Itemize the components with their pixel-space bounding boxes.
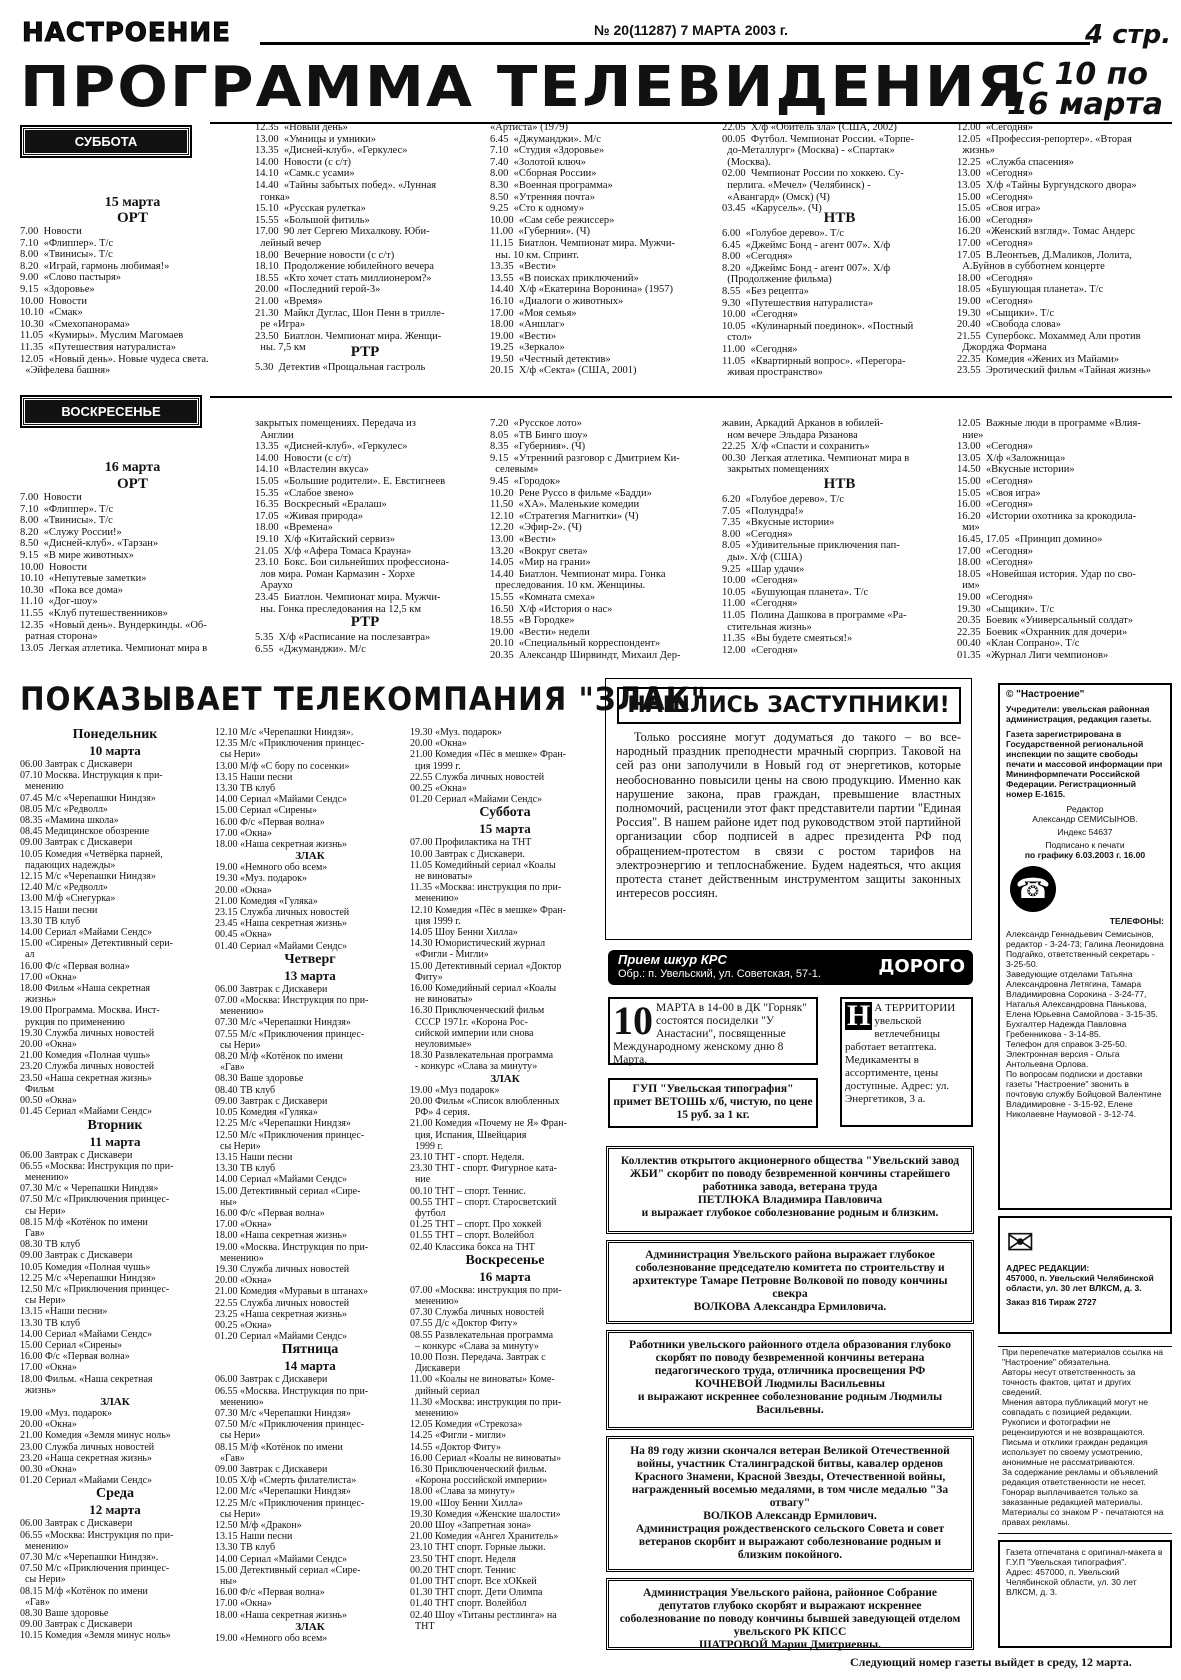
zlak-day-monday: Понедельник: [72, 727, 158, 742]
zlak-wednesday-list: 06.00 Завтрак с Дискавери 06.55 «Москва: Инструкция по при- менению» 07.30 М/с «Черепашки Ниндзя». 07.50 М/с «Приключения принцес- сы Нери» 08.15 М/ф «Котёнок по имени «Гав» 08.30 Ваше здоровье 09.00 Завтрак с Дискавери 10.15 Комедия «Земля минус ноль»: [20, 1518, 174, 1642]
zlak-saturday-tail: 19.00 «Муз подарок» 20.00 Фильм «Список влюбленных РФ» 4 серия. 21.00 Комедия «Почему не Я» Фран- ция, Испания, Швейцария 1999 г. 23.10 ТНТ - спорт. Неделя. 23.30 ТНТ - спорт. Фигурное ката- ние 00.10 ТНТ – спорт. Теннис. 00.55 ТНТ – спорт. Старосветский футбол 01.25 ТНТ – спорт. Про хоккей 01.55 ТНТ – спорт. Волейбол 02.40 Классика бокса на ТНТ: [410, 1084, 567, 1253]
zlak-wednesday-tail: 19.00 «Немного обо всем» 19.30 «Муз. подарок» 20.00 «Окна» 21.00 Комедия «Гуляка» 23.15 Служба личных новостей 23.45 «Наша секретная жизнь» 00.45 «Окна» 01.40 Сериал «Майами Сендс»: [215, 862, 350, 952]
zlak-date-tuesday: 11 марта: [89, 1133, 141, 1149]
zlak-col3: [410, 727, 600, 1632]
imprint-editor: Александр СЕМИСЫНОВ.: [1032, 814, 1138, 824]
zlak-day-wednesday: Среда: [95, 1486, 134, 1502]
obituary-2-text: Администрация Увельского района выражает глубокое соболезнование председателю комитета по строительству и архитектуре Тамаре Петровне Волковой по поводу кончины свекра: [632, 1249, 948, 1300]
obituary-5-name: ШАТРОВОЙ Марии Дмитриевны.: [698, 1639, 882, 1651]
page-headline: ПРОГРАММА ТЕЛЕВИДЕНИЯ: [20, 55, 1025, 120]
sunday-label: ВОСКРЕСЕНЬЕ: [22, 397, 200, 426]
obituary-4-end: Администрация рождественского сельского Совета и совет ветеранов скорбит и выражают соболезнование родным и близким покойного.: [635, 1523, 945, 1561]
saturday-col1: 7.00 Новости 7.10 «Флиппер». Т/с 8.00 «Твинисы». Т/с 8.20 «Играй, гармонь любимая!» 9.00 «Слово пастыря» 9.15 «Здоровье» 10.00 Новости 10.10 «Смак» 10.30 «Смехопанорама» 11.05 «Кумиры». Муслим Магомаев 11.35 «Путешествия натуралиста» 12.05 «Новый день». Новые чудеса света. «Эйфелева башня»: [20, 226, 209, 377]
concert-ad: [608, 997, 818, 1065]
obituary-4-name: ВОЛКОВ Александр Ермилович.: [703, 1510, 877, 1522]
printed-info: Газета отпечатана с оригинал-макета в Г.У.П "Увельская типография". Адрес: 457000, п. Увельский Челябинской области, ул. 30 лет ВЛКСМ, д. 3.: [998, 1540, 1172, 1648]
zlak-sunday-list: 07.00 «Москва: инструкция по при- менению» 07.30 Служба личных новостей 07.55 Д/с «Доктор Фиту» 08.55 Развлекательная программа – конкурс «Слава за минуту» 10.00 Позн. Передача. Завтрак с Дискавери 11.00 «Коалы не виноваты» Коме- дийный сериал 11.30 «Москва: инструкция по при- менению» 12.05 Комедия «Стрекоза» 14.25 «Фигли - мигли» 14.55 «Доктор Фиту» 16.00 Сериал «Коалы не виноваты» 16.30 Приключенческий фильм. «Корона российской империи» 18.00 «Слава за минуту» 19.00 «Шоу Бенни Хилла» 19.30 Комедия «Женские шалости» 20.00 Шоу «Запретная зона» 21.00 Комедия «Ангел Хранитель» 23.10 ТНТ спорт. Горные лыжи. 23.50 ТНТ спорт. Неделя 00.20 ТНТ спорт. Теннис 01.00 ТНТ спорт. Все хОКкей 01.30 ТНТ спорт. Дети Олимпа 01.40 ТНТ спорт. Волейбол 02.40 Шоу «Титаны рестлинга» на ТНТ: [410, 1284, 562, 1632]
sunday-col4-channel: НТВ: [823, 476, 856, 492]
sunday-channel: ОРТ: [116, 476, 149, 492]
masthead-rule: [260, 42, 1090, 45]
obituary-1: [606, 1146, 974, 1234]
concert-ad-text: МАРТА в 14-00 в ДК "Горняк" состоятся посиделки "У Анастасии", посвященные Международному женскому дню 8 Марта.: [613, 1002, 807, 1066]
saturday-channel: ОРТ: [116, 210, 149, 226]
zlak-date-sunday: 16 марта: [479, 1268, 531, 1284]
zlak-day-tuesday: Вторник: [87, 1117, 143, 1133]
obituary-1-end: и выражает глубокое соболезнование родным и близким.: [641, 1207, 939, 1219]
obituary-3-text: Работники увельского районного отдела образования глубоко скорбят по поводу безвременной кончины ветерана педагогического труда, отличника просвещения РФ: [629, 1339, 951, 1377]
obituary-5-text: Администрация Увельского района, районное Собрание депутатов глубоко скорбят и выражают искреннее соболезнование по поводу кончины бывшей заведующей отделом увельского РК КПСС: [619, 1587, 961, 1638]
sunday-col3: 7.20 «Русское лото» 8.05 «ТВ Бинго шоу» 8.35 «Губерния». (Ч) 9.15 «Утренний разговор с Дмитрием Ки- селевым» 9.45 «Городок» 10.20 Рене Руссо в фильме «Бадди» 11.50 «ХА». Маленькие комедии 12.10 «Стратегия Магнитки» (Ч) 12.20 «Эфир-2». (Ч) 13.00 «Вести» 13.20 «Вокруг света» 14.05 «Мир на грани» 14.40 Биатлон. Чемпионат мира. Гонка преследования. 10 км. Женщины. 15.55 «Комната смеха» 16.50 Х/ф «История о нас» 18.55 «В Городке» 19.00 «Вести» недели 20.10 «Специальный корреспондент» 20.35 Александр Ширвиндт, Михаил Дер-: [490, 418, 681, 661]
obituary-1-text: Коллектив открытого акционерного общества "Увельский завод ЖБИ" скорбит по поводу безвременной кончины старейшего работника завода, ветерана труда: [620, 1155, 960, 1193]
address-title: АДРЕС РЕДАКЦИИ:: [1006, 1263, 1090, 1273]
zlak-day-friday: Пятница: [281, 1342, 339, 1358]
fur-ad: [608, 950, 973, 985]
zlak-date-thursday: 13 марта: [284, 967, 336, 983]
saturday-col4-tail: 6.00 «Голубое дерево». Т/с 6.45 «Джеймс Бонд - агент 007». Х/ф 8.00 «Сегодня» 8.20 «Джеймс Бонд - агент 007». Х/ф (Продолжение фильма) 8.55 «Без рецепта» 9.30 «Путешествия натуралиста» 10.00 «Сегодня» 10.05 «Кулинарный поединок». «Постный стол» 11.00 «Сегодня» 11.05 «Квартирный вопрос». «Перегора- живая пространство»: [722, 228, 914, 379]
zlak-date-wednesday: 12 марта: [89, 1502, 141, 1518]
zlak-date-friday: 14 марта: [284, 1358, 336, 1374]
zlak-date-monday: 10 марта: [89, 743, 141, 758]
order-info: Заказ 816 Тираж 2727: [1006, 1297, 1097, 1307]
sunday-rule: [210, 396, 1172, 398]
obituary-3: [606, 1330, 974, 1430]
concert-ad-initial: 10: [613, 998, 653, 1043]
sunday-col2-channel: РТР: [350, 614, 380, 630]
sunday-col1: 7.00 Новости 7.10 «Флиппер». Т/с 8.00 «Твинисы». Т/с 8.20 «Служу России!» 8.50 «Дисней-клуб». «Тарзан» 9.15 «В мире животных» 10.00 Новости 10.10 «Непутевые заметки» 10.30 «Пока все дома» 11.10 «Дог-шоу» 11.55 «Клуб путешественников» 12.35 «Новый день». Вундеркинды. «Об- ратная сторона» 13.05 Легкая атлетика. Чемпионат мира в: [20, 492, 208, 654]
sunday-col4: жавин, Аркадий Арканов в юбилей- ном вечере Эльдара Рязанова 22.25 Х/ф «Спасти и сохранить» 00.30 Легкая атлетика. Чемпионат мира в закрытых помещениях: [722, 418, 910, 476]
zlak-friday-list: 06.00 Завтрак с Дискавери 06.55 «Москва. Инструкция по при- менению» 07.30 М/с «Черепашки Ниндзя» 07.50 М/с «Приключения принцес- сы Нери» 08.15 М/ф «Котёнок по имени «Гав» 09.00 Завтрак с Дискавери 10.05 Х/ф «Смерть филателиста» 12.00 М/с «Черепашки Ниндзя» 12.25 М/с «Приключения принцес- сы Нери» 12.50 М/ф «Дракон» 13.15 Наши песни 13.30 ТВ клуб 14.00 Сериал «Майами Сендс» 15.00 Детективный сериал «Сире- ны» 16.00 Ф/с «Первая волна» 17.00 «Окна» 18.00 «Наша секретная жизнь»: [215, 1374, 369, 1621]
sunday-date: 16 марта: [104, 460, 161, 475]
sunday-col2-tail: 5.35 Х/ф «Расписание на послезавтра» 6.55 «Джуманджи». М/с: [255, 632, 431, 655]
zlak-friday-cont: 19.30 «Муз. подарок» 20.00 «Окна» 21.00 Комедия «Пёс в мешке» Фран- ция 1999 г. 22.55 Служба личных новостей 00.25 «Окна» 01.20 Сериал «Майами Сендс»: [410, 727, 567, 806]
sunday-col5: 12.05 Важные люди в программе «Влия- ние» 13.00 «Сегодня» 13.05 Х/ф «Заложница» 14.50 «Вкусные истории» 15.00 «Сегодня» 15.05 «Своя игра» 16.00 «Сегодня» 16.20 «Истории охотника за крокодила- ми» 16.45, 17.05 «Принцип домино» 17.00 «Сегодня» 18.00 «Сегодня» 18.05 «Новейшая история. Удар по сво- им» 19.00 «Сегодня» 19.30 «Сыщики». Т/с 20.35 Боевик «Универсальный солдат» 22.35 Боевик «Охранник для дочери» 00.40 «Клан Сопрано». Т/с 01.35 «Журнал Лиги чемпионов»: [957, 418, 1141, 661]
saturday-col4-channel: НТВ: [823, 210, 856, 226]
editorial-notes: При перепечатке материалов ссылка на "Настроение" обязательна. Авторы несут ответственность за точность фактов, цитат и других сведений. Мнения автора публикаций могут не совпадать с позицией редакции. Рукописи и фотографии не рецензируются и не возвращаются. Письма и отклики граждан редакция использует по своему усмотрению, анонимные не рассматриваются. За содержание рекламы и объявлений редакция ответственности не несет. Гонорар выплачивается только за заказанные редакцией материалы. Материалы со знаком Р - печатаются на правах рекламы.: [998, 1346, 1172, 1534]
print-shop-ad: ГУП "Увельская типография" примет ВЕТОШЬ х/б, чистую, по цене 15 руб. за 1 кг.: [608, 1078, 818, 1128]
phone-icon: ☎: [1010, 866, 1056, 912]
obituary-3-name: КОЧНЕВОЙ Людмилы Васильевны: [694, 1378, 886, 1390]
saturday-col2-channel: РТР: [350, 344, 380, 360]
obituary-5: [606, 1578, 974, 1650]
imprint-schedule: по графику 6.03.2003 г. 16.00: [1024, 850, 1146, 860]
zlak-wednesday-channel: ЗЛАК: [295, 850, 325, 863]
sunday-col4-tail: 6.20 «Голубое дерево». Т/с 7.05 «Полундра!» 7.35 «Вкусные истории» 8.00 «Сегодня» 8.05 «Удивительные приключения пап- ды». Х/ф (США) 9.25 «Шар удачи» 10.00 «Сегодня» 10.05 «Бушующая планета». Т/с 11.00 «Сегодня» 11.05 Полина Дашкова в программе «Ра- стительная жизнь» 11.35 «Вы будете смеяться!» 12.00 «Сегодня»: [722, 494, 907, 656]
saturday-col2-tail: 5.30 Детектив «Прощальная гастроль: [255, 362, 426, 373]
zlak-saturday-list: 07.00 Профилактика на ТНТ 10.00 Завтрак с Дискавери. 11.05 Комедийный сериал «Коалы не виноваты» 11.35 «Москва: инструкция по при- менению» 12.10 Комедия «Пёс в мешке» Фран- ция 1999 г. 14.05 Шоу Бенни Хилла» 14.30 Юмористический журнал «Фигли - Мигли» 15.00 Детективный сериал «Доктор Фиту» 16.00 Комедийный сериал «Коалы не виноваты» 16.30 Приключенческий фильм СССР 1971г. «Корона Рос- сийской империи или снова неуловимые» 18.30 Развлекательная программа - конкурс «Слава за минуту»: [410, 837, 567, 1073]
zlak-day-thursday: Четверг: [284, 951, 336, 967]
vet-ad-text: А ТЕРРИТОРИИ увельской ветлечебницы работает ветаптека. Медикаменты в ассортименте, цены доступные. Адрес: ул. Энергетиков, 3 а.: [845, 1002, 956, 1105]
zlak-day-sunday: Воскресенье: [465, 1252, 545, 1268]
article-box: [605, 678, 972, 940]
zlak-day-saturday: Суббота: [479, 805, 531, 821]
envelope-icon: ✉: [1006, 1224, 1035, 1262]
issue-info: № 20(11287) 7 МАРТА 2003 г.: [588, 22, 794, 38]
saturday-col2: 12.35 «Новый день» 13.00 «Умницы и умники» 13.35 «Дисней-клуб». «Геркулес» 14.00 Новости (с с/т) 14.10 «Самк.с усами» 14.40 «Тайны забытых побед». «Лунная гонка» 15.10 «Русская рулетка» 15.55 «Большой фитиль» 17.00 90 лет Сергею Михалкову. Юби- лейный вечер 18.00 Вечерние новости (с с/т) 18.10 Продолжение юбилейного вечера 18.55 «Кто хочет стать миллионером?» 20.00 «Последний герой-3» 21.00 «Время» 21.30 Майкл Дуглас, Шон Пенн в трилле- ре «Игра» 23.50 Биатлон. Чемпионат мира. Женщи- ны. 7,5 км: [255, 122, 445, 354]
obituary-4: [606, 1436, 974, 1572]
imprint-phones: Александр Геннадьевич Семисынов, редактор - 3-24-73; Галина Леонидовна Подгайко, ответственный секретарь - 3-25-50. Заведующие отделами Татьяна Александровна Летягина, Тамара Владимировна Сорокина - 3-24-77, Наталья Александровна Панькова, Елена Юрьевна Самойлова - 3-15-35. Бухгалтер Надежда Павловна Гребенникова - 3-14-85. Телефон для справок 3-25-50. Электронная версия - Ольга Антольевна Орлова. По вопросам подписки и доставки газеты "Настроение" звонить в почтовую службу Бойцовой Валентине Владимировне - 3-15-92, Елене Николаевне Наумовой - 3-12-74.: [1006, 929, 1164, 1119]
imprint-signed: Подписано к печати: [1045, 840, 1125, 850]
article-title: НАШЛИСЬ ЗАСТУПНИКИ!: [617, 687, 961, 724]
fur-ad-price: ДОРОГО: [878, 956, 965, 977]
imprint-registration: Газета зарегистрирована в Государственной региональной инспекции по защите свободы печати и массовой информации при Мининформпечати Российской Федерации. Регистрационный номер Е-1615.: [1006, 729, 1163, 799]
obituary-4-text: На 89 году жизни скончался ветеран Великой Отечественной войны, участник Сталинградской битвы, кавалер орденов Красного Знамени, Красной Звезды, Отечественной войны, награжденный восемью медалями, в том числе медалью "За отвагу": [630, 1445, 950, 1509]
address-text: 457000, п. Увельский Челябинской области, ул. 30 лет ВЛКСМ, д. 3.: [1006, 1273, 1154, 1293]
address-box: [998, 1216, 1172, 1334]
fur-ad-address: Обр.: п. Увельский, ул. Советская, 57-1.: [618, 968, 821, 980]
imprint-phones-title: ТЕЛЕФОНЫ:: [1109, 916, 1164, 926]
imprint-editor-label: Редактор: [1066, 804, 1104, 814]
imprint-index: Индекс 54637: [1057, 827, 1113, 837]
vet-ad-initial: Н: [847, 999, 871, 1032]
imprint-box: [998, 683, 1172, 1210]
zlak-headline: ПОКАЗЫВАЕТ ТЕЛЕКОМПАНИЯ "ЗЛАК": [20, 680, 707, 718]
zlak-date-saturday: 15 марта: [479, 821, 531, 837]
zlak-col1: [20, 727, 210, 1642]
page-number: 4 стр.: [1085, 20, 1172, 50]
zlak-tuesday-tail: 19.00 «Муз. подарок» 20.00 «Окна» 21.00 Комедия «Земля минус ноль» 23.00 Служба личных новостей 23.20 «Наша секретная жизнь» 00.30 «Окна» 01.20 Сериал «Майами Сендс»: [20, 1407, 171, 1487]
zlak-col2: [215, 727, 405, 1644]
zlak-monday-list: 06.00 Завтрак с Дискавери 07.10 Москва. Инструкция к при- менению 07.45 М/с «Черепашки Ниндзя» 08.05 М/с «Редволл» 08.35 «Мамина школа» 08.45 Медицинское обозрение 09.00 Завтрак с Дискавери 10.05 Комедия «Четвёрка парней, падающих надежды» 12.15 М/с «Черепашки Ниндзя» 12.40 М/с «Редволл» 13.00 М/ф «Снегурка» 13.15 Наши песни 13.30 ТВ клуб 14.00 Сериал «Майами Сендс» 15.00 «Сирены» Детективный сери- ал 16.00 Ф/с «Первая волна» 17.00 «Окна» 18.00 Фильм «Наша секретная жизнь» 19.00 Программа. Москва. Инст- рукция по применению 19.30 Служба личных новостей 20.00 «Окна» 21.00 Комедия «Полная чушь» 23.20 Служба личных новостей 23.50 «Наша секретная жизнь» Фильм 00.50 «Окна» 01.45 Сериал «Майами Сендс»: [20, 759, 173, 1118]
vet-pharmacy-ad: [840, 997, 973, 1127]
zlak-friday-channel: ЗЛАК: [295, 1620, 325, 1633]
saturday-col3: «Артиста» (1979) 6.45 «Джуманджи». М/с 7.10 «Студия «Здоровье» 7.40 «Золотой ключ» 8.00 «Сборная России» 8.30 «Военная программа» 8.50 «Утренняя почта» 9.25 «Сто к одному» 10.00 «Сам себе режиссер» 11.00 «Губерния». (Ч) 11.15 Биатлон. Чемпионат мира. Мужчи- ны. 10 км. Спринт. 13.35 «Вести» 13.55 «В поисках приключений» 14.40 Х/ф «Екатерина Воронина» (1957) 16.10 «Диалоги о животных» 17.00 «Моя семья» 18.00 «Аншлаг» 19.00 «Вести» 19.25 «Зеркало» 19.50 «Честный детектив» 20.15 Х/ф «Секта» (США, 2001): [490, 122, 676, 377]
obituary-1-name: ПЕТЛЮКА Владимира Павловича: [697, 1194, 883, 1206]
obituary-2-name: ВОЛКОВА Александра Ермиловича.: [693, 1301, 887, 1313]
saturday-col5: 12.00 «Сегодня» 12.05 «Профессия-репортер». «Вторая жизнь» 12.25 «Служба спасения» 13.00 «Сегодня» 13.05 Х/ф «Тайны Бургундского двора» 15.00 «Сегодня» 15.05 «Своя игра» 16.00 «Сегодня» 16.20 «Женский взгляд». Томас Андерс 17.00 «Сегодня» 17.05 В.Леонтьев, Д.Маликов, Лолита, А.Буйнов в субботнем концерте 18.00 «Сегодня» 18.05 «Бушующая планета». Т/с 19.00 «Сегодня» 19.30 «Сыщики». Т/с 20.40 «Свобода слова» 21.55 Супербокс. Мохаммед Али против Джорджа Формана 22.35 Комедия «Жених из Майами» 23.55 Эротический фильм «Тайная жизнь»: [957, 122, 1152, 377]
saturday-date: 15 марта: [104, 195, 161, 210]
imprint-title: © "Настроение": [1006, 689, 1085, 700]
zlak-tuesday-channel: ЗЛАК: [100, 1395, 130, 1408]
obituary-3-end: и выражают искреннее соболезнование родным Людмилы Васильевны.: [637, 1391, 943, 1416]
date-range: С 10 по 16 марта: [1006, 57, 1164, 122]
next-issue-note: Следующий номер газеты выйдет в среду, 12 марта.: [850, 1655, 1132, 1669]
obituary-2: [606, 1240, 974, 1324]
saturday-col4: 22.05 Х/ф «Обитель зла» (США, 2002) 00.05 Футбол. Чемпионат России. «Торпе- до-Металлург» (Москва) - «Спартак» (Москва). 02.00 Чемпионат России по хоккею. Су- перлига. «Мечел» (Челябинск) - «Авангард» (Омск) (Ч) 03.45 «Карусель». (Ч): [722, 122, 914, 215]
article-body: Только россияне могут додуматься до такого – во все-народный праздник преподнести мрачный сюрприз. Таковой на сей раз они заполучили в Новый год от энергетиков, которые необоснованно повысили цены на свою продукцию. Именно как нарушение закона, прав граждан, превышение властных полномочий, расценили этот факт представители партии "Единая Россия". В нашем районе идет под руководством этой партийной организации сбор подписей в адрес президента РФ под обращением-протестом в связи с ростом тарифов на электроэнергию и теплоснабжение. Будем надеяться, что акция протеста станет действенным инструментом защиты законных интересов россиян.: [616, 730, 961, 901]
sunday-col2: закрытых помещениях. Передача из Англии 13.35 «Дисней-клуб». «Геркулес» 14.00 Новости (с с/т) 14.10 «Властелин вкуса» 15.05 «Большие родители». Е. Евстигнеев 15.35 «Слабое звено» 16.35 Воскресный «Ералаш» 17.05 «Живая природа» 18.00 «Времена» 19.10 Х/ф «Китайский сервиз» 21.05 Х/ф «Афера Томаса Крауна» 23.10 Бокс. Бои сильнейших профессиона- лов мира. Роман Кармазин - Хорхе Араухо 23.45 Биатлон. Чемпионат мира. Мужчи- ны. Гонка преследования на 12,5 км: [255, 418, 450, 615]
imprint-founders: Учредители: увельская районная администрация, редакция газеты.: [1006, 704, 1152, 724]
zlak-thursday-list: 06.00 Завтрак с Дискавери 07.00 «Москва: Инструкция по при- менению» 07.30 М/с «Черепашки Ниндзя» 07.55 М/с «Приключения принцес- сы Нери» 08.20 М/ф «Котёнок по имени «Гав» 08.30 Ваше здоровье 08.40 ТВ клуб 09.00 Завтрак с Дискавери 10.05 Комедия «Гуляка» 12.25 М/с «Черепашки Ниндзя» 12.50 М/с «Приключения принцес- сы Нери» 13.15 Наши песни 13.30 ТВ клуб 14.00 Сериал «Майами Сендс» 15.00 Детективный сериал «Сире- ны» 16.00 Ф/с «Первая волна» 17.00 «Окна» 18.00 «Наша секретная жизнь» 19.00 «Москва. Инструкция по при- менению» 19.30 Служба личных новостей 20.00 «Окна» 21.00 Комедия «Муравьи в штанах» 22.55 Служба личных новостей 23.25 «Наша секретная жизнь» 00.25 «Окна» 01.20 Сериал «Майами Сендс»: [215, 983, 369, 1343]
zlak-wednesday-cont: 12.10 М/с «Черепашки Ниндзя». 12.35 М/с «Приключения принцес- сы Нери» 13.00 М/ф «С бору по сосенки» 13.15 Наши песни 13.30 ТВ клуб 14.00 Сериал «Майами Сендс» 15.00 Сериал «Сирены» 16.00 Ф/с «Первая волна» 17.00 «Окна» 18.00 «Наша секретная жизнь»: [215, 727, 365, 851]
zlak-friday-tail: 19.00 «Немного обо всем»: [215, 1632, 328, 1644]
section-title: НАСТРОЕНИЕ: [22, 18, 231, 48]
saturday-label: СУББОТА: [22, 127, 190, 156]
zlak-saturday-channel: ЗЛАК: [490, 1072, 520, 1085]
fur-ad-title: Прием шкур КРС: [618, 952, 727, 967]
zlak-tuesday-list: 06.00 Завтрак с Дискавери 06.55 «Москва: Инструкция по при- менению» 07.30 М/с « Черепашки Ниндзя» 07.50 М/с «Приключения принцес- сы Нери» 08.15 М/ф «Котёнок по имени Гав» 08.30 ТВ клуб 09.00 Завтрак с Дискавери 10.05 Комедия «Полная чушь» 12.25 М/с «Черепашки Ниндзя» 12.50 М/с «Приключения принцес- сы Нери» 13.15 «Наши песни» 13.30 ТВ клуб 14.00 Сериал «Майами Сендс» 15.00 Сериал «Сирены» 16.00 Ф/с «Первая волна» 17.00 «Окна» 18.00 Фильм. «Наша секретная жизнь»: [20, 1149, 174, 1396]
